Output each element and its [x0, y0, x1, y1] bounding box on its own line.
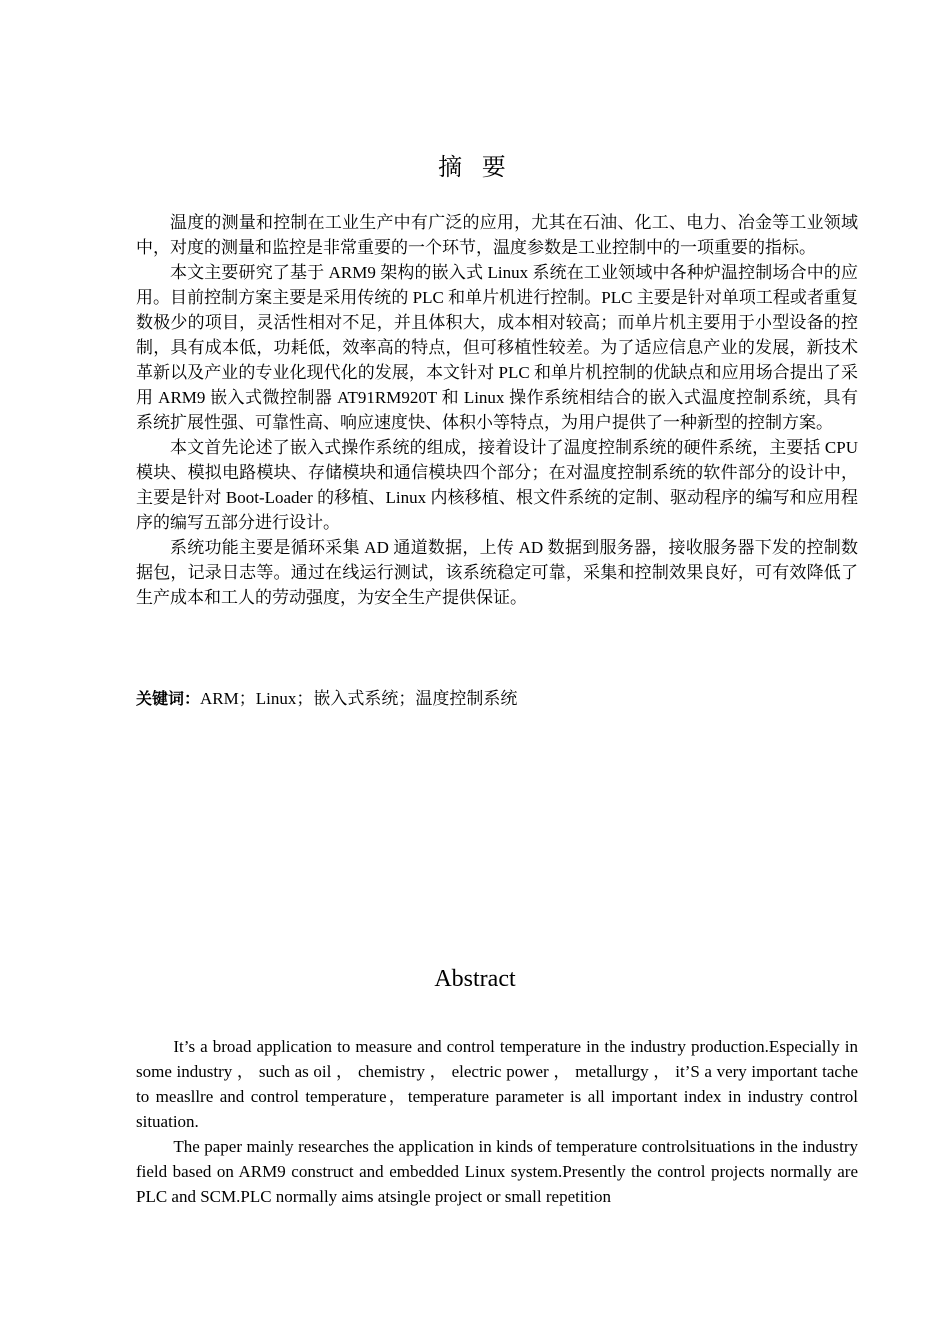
english-abstract-paragraph: The paper mainly researches the application in kinds of temperature controlsituations in the industry field based on ARM9 construct and embedded Linux system.Presently the control projects normally are PLC and SCM.PLC normally aims atsingle project or small repetition — [136, 1137, 858, 1206]
chinese-abstract-paragraph: 本文主要研究了基于 ARM9 架构的嵌入式 Linux 系统在工业领域中各种炉温控制场合中的应用。目前控制方案主要是采用传统的 PLC 和单片机进行控制。PLC 主要是针对单项工程或者重复数极少的项目，灵活性相对不足，并且体积大，成本相对较高；而单片机主要用于小型设备的控制，具有成本低，功耗低，效率高的特点，但可移植性较差。为了适应信息产业的发展，新技术革新以及产业的专业化现代化的发展，本文针对 PLC 和单片机控制的优缺点和应用场合提出了采用 ARM9 嵌入式微控制器 AT91RM920T 和 Linux 操作系统相结合的嵌入式温度控制系统，具有系统扩展性强、可靠性高、响应速度快、体积小等特点，为用户提供了一种新型的控制方案。 — [136, 263, 858, 432]
chinese-abstract-body — [136, 210, 858, 610]
chinese-abstract-paragraph: 本文首先论述了嵌入式操作系统的组成，接着设计了温度控制系统的硬件系统，主要括 CPU 模块、模拟电路模块、存储模块和通信模块四个部分；在对温度控制系统的软件部分的设计中，主要是针对 Boot-Loader 的移植、Linux 内核移植、根文件系统的定制、驱动程序的编写和应用程序的编写五部分进行设计。 — [136, 438, 858, 532]
english-abstract-body — [136, 1034, 858, 1209]
chinese-abstract-paragraph: 温度的测量和控制在工业生产中有广泛的应用，尤其在石油、化工、电力、冶金等工业领域中，对度的测量和监控是非常重要的一个环节，温度参数是工业控制中的一项重要的指标。 — [136, 213, 858, 257]
chinese-abstract-title: 摘 要 — [438, 153, 512, 181]
english-abstract-paragraph: It’s a broad application to measure and control temperature in the industry production.Especially in some industry ， such as oil ， chemistry ， electric power ， metallurgy ， it’S a very important tache to measllre and control temperature，temperature parameter is all important index in industry control situation. — [136, 1037, 858, 1131]
keywords-value: ARM；Linux；嵌入式系统；温度控制系统 — [200, 689, 518, 708]
keywords-line — [136, 686, 858, 711]
keywords-label: 关键词： — [136, 689, 201, 708]
chinese-abstract-paragraph: 系统功能主要是循环采集 AD 通道数据，上传 AD 数据到服务器，接收服务器下发的控制数据包，记录日志等。通过在线运行测试，该系统稳定可靠，采集和控制效果良好，可有效降低了生产成本和工人的劳动强度，为安全生产提供保证。 — [136, 538, 858, 607]
english-abstract-title: Abstract — [434, 966, 516, 992]
